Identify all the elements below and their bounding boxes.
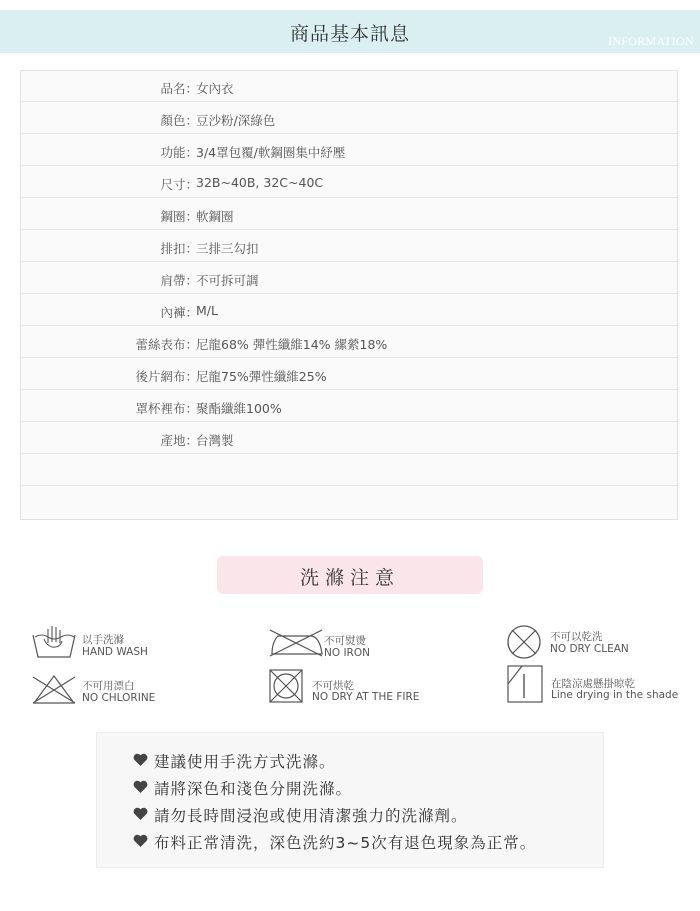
info-value: 聚酯纖維100% bbox=[196, 401, 282, 416]
info-value: 女內衣 bbox=[196, 81, 234, 96]
care-zh-label: 不可熨燙 bbox=[324, 635, 366, 647]
washing-notes-box bbox=[96, 732, 604, 868]
info-row-empty bbox=[21, 487, 677, 518]
line-dry-shade-icon bbox=[506, 664, 544, 704]
info-row-briefs bbox=[21, 295, 677, 326]
care-en-label: NO DRY CLEAN bbox=[550, 643, 629, 655]
info-value: 不可拆可調 bbox=[196, 273, 259, 288]
care-hand-wash bbox=[30, 625, 200, 661]
page-title: 商品基本訊息 bbox=[289, 23, 410, 45]
care-no-chlorine bbox=[31, 673, 201, 707]
info-value: M/L bbox=[196, 303, 218, 318]
info-label: 產地 bbox=[160, 433, 186, 448]
info-value: 3/4罩包覆/軟鋼圈集中紓壓 bbox=[196, 145, 346, 160]
info-row-straps bbox=[21, 263, 677, 294]
info-value: 軟鋼圈 bbox=[196, 209, 234, 224]
no-dry-clean-icon bbox=[506, 624, 542, 660]
note-text: 請將深色和淺色分開洗滌。 bbox=[154, 780, 353, 798]
info-sep: ： bbox=[185, 209, 198, 224]
info-sep: ： bbox=[185, 177, 198, 192]
care-en-label: NO CHLORINE bbox=[82, 692, 156, 704]
info-sep: ： bbox=[185, 337, 198, 352]
info-value: 32B~40B, 32C~40C bbox=[196, 175, 324, 190]
info-label: 內褲 bbox=[160, 305, 186, 320]
header-subtitle-en: INFORMATION bbox=[608, 34, 694, 48]
care-no-iron bbox=[268, 628, 428, 662]
info-label: 功能 bbox=[160, 145, 186, 160]
info-sep: ： bbox=[185, 401, 198, 416]
heart-icon bbox=[133, 807, 148, 821]
no-chlorine-icon bbox=[31, 673, 77, 705]
info-value: 三排三勾扣 bbox=[196, 241, 259, 256]
heart-icon bbox=[133, 780, 148, 794]
info-row-name bbox=[21, 71, 677, 102]
info-value: 尼龍75%彈性纖維25% bbox=[196, 369, 327, 384]
heart-icon bbox=[133, 834, 148, 848]
info-label: 蕾絲表布 bbox=[135, 337, 186, 352]
info-sep: ： bbox=[185, 369, 198, 384]
info-row-cup-lining bbox=[21, 391, 677, 422]
no-iron-icon bbox=[268, 628, 324, 658]
care-zh-label: 不可用漂白 bbox=[82, 680, 135, 692]
info-sep: ： bbox=[185, 113, 198, 128]
info-sep: ： bbox=[185, 241, 198, 256]
info-sep: ： bbox=[185, 273, 198, 288]
care-en-label: NO DRY AT THE FIRE bbox=[312, 691, 420, 703]
info-label: 排扣 bbox=[160, 241, 186, 256]
no-tumble-dry-icon bbox=[268, 668, 304, 704]
washing-title: 洗滌注意 bbox=[299, 567, 400, 589]
heart-icon bbox=[133, 753, 148, 767]
info-label: 鋼圈 bbox=[160, 209, 186, 224]
washing-title-pill bbox=[217, 556, 483, 594]
info-sep: ： bbox=[185, 433, 198, 448]
info-label: 肩帶 bbox=[160, 273, 186, 288]
info-row-underwire bbox=[21, 199, 677, 230]
info-row-lace bbox=[21, 327, 677, 358]
info-value: 豆沙粉/深綠色 bbox=[196, 113, 276, 128]
care-line-dry-shade bbox=[506, 664, 679, 704]
care-zh-label: 以手洗滌 bbox=[82, 634, 124, 646]
care-en-label: Line drying in the shade bbox=[551, 689, 679, 701]
info-label: 顏色 bbox=[160, 113, 186, 128]
info-label: 尺寸 bbox=[160, 177, 186, 192]
info-sep: ： bbox=[185, 305, 198, 320]
info-row-color bbox=[21, 103, 677, 134]
care-zh-label: 不可烘乾 bbox=[312, 680, 354, 692]
info-row-function bbox=[21, 135, 677, 166]
info-row-back-mesh bbox=[21, 359, 677, 390]
info-value: 尼龍68% 彈性纖維14% 縲縈18% bbox=[196, 337, 388, 352]
hand-wash-icon bbox=[30, 625, 78, 659]
note-text: 建議使用手洗方式洗滌。 bbox=[154, 753, 336, 771]
info-label: 品名 bbox=[160, 81, 186, 96]
info-row-size bbox=[21, 167, 677, 198]
care-no-dry-clean bbox=[506, 624, 666, 660]
info-label: 後片網布 bbox=[135, 369, 186, 384]
note-text: 布料正常清洗，深色洗約3~5次有退色現象為正常。 bbox=[154, 834, 537, 852]
care-en-label: NO IRON bbox=[324, 647, 370, 659]
care-zh-label: 在陰涼處懸掛晾乾 bbox=[551, 678, 635, 690]
info-row-empty bbox=[21, 455, 677, 486]
care-en-label: HAND WASH bbox=[82, 646, 148, 658]
info-sep: ： bbox=[185, 81, 198, 96]
info-row-hooks bbox=[21, 231, 677, 262]
care-zh-label: 不可以乾洗 bbox=[550, 631, 603, 643]
product-info-table bbox=[20, 70, 678, 520]
info-header-bar bbox=[0, 10, 700, 53]
info-row-origin bbox=[21, 423, 677, 454]
info-value: 台灣製 bbox=[196, 433, 234, 448]
note-text: 請勿長時間浸泡或使用清潔強力的洗滌劑。 bbox=[154, 807, 468, 825]
info-sep: ： bbox=[185, 145, 198, 160]
info-label: 罩杯裡布 bbox=[135, 401, 186, 416]
care-no-tumble-dry bbox=[268, 668, 448, 706]
